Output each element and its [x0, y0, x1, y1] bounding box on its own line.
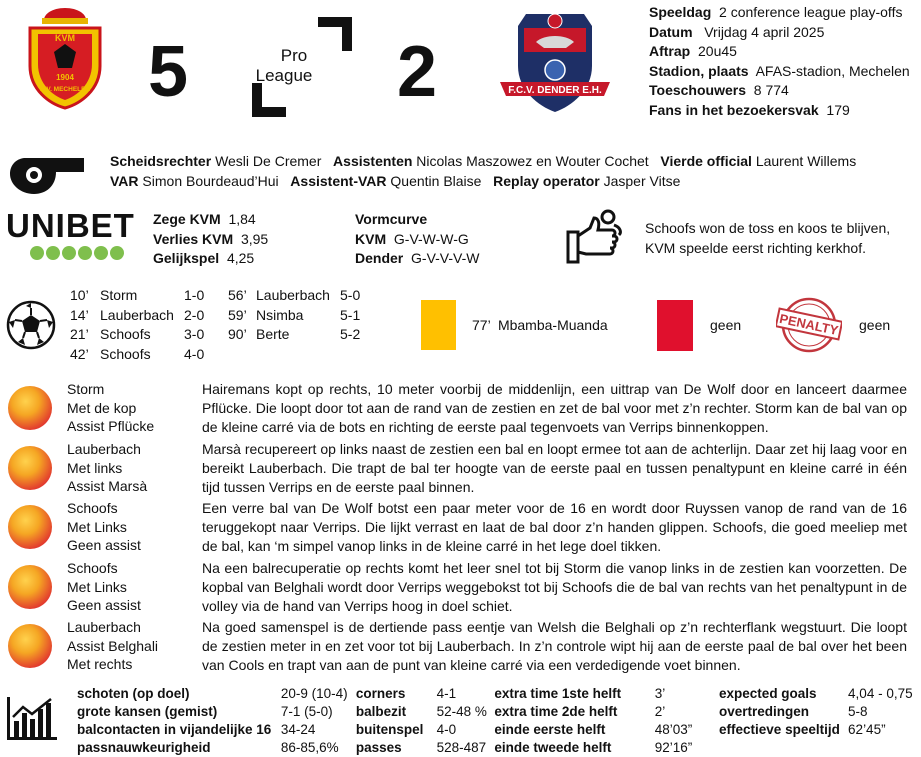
- stat-label: corners: [355, 686, 406, 701]
- penalty-text: geen: [859, 317, 891, 333]
- stat-label: schoten (op doel): [77, 686, 190, 701]
- info-row: Stadion, plaats AFAS-stadion, Mechelen: [649, 62, 910, 79]
- svg-text:Pro: Pro: [280, 46, 308, 65]
- goal-detail-row: Lauberbach Met links Assist Marsà Marsà recupereert op links naast de zestien een bal en loopt ermee tot aan de achterlijn. Daar zet hij laag voor en bereikt Lauberbach. Die trapt de bal ter hoogte van de eerste paal en tussen penaltypunt en kleine carré in één tijd tussen Verrips en de eerste paal binnen.: [0, 440, 921, 500]
- stat-value: 62’45”: [848, 722, 886, 737]
- home-score: 5: [148, 32, 189, 112]
- stat-value: 3’: [654, 686, 666, 701]
- svg-text:KVM: KVM: [55, 33, 75, 43]
- coin-toss-icon: [564, 208, 626, 266]
- stat-value: 5-8: [848, 704, 868, 719]
- kvm-ball-icon: [8, 565, 52, 609]
- stat-value: 4,04 - 0,75: [848, 686, 913, 701]
- kvm-ball-icon: [8, 624, 52, 668]
- stats-row: [77, 685, 921, 703]
- stat-value: 92’16”: [654, 740, 693, 755]
- kvm-crest: [22, 6, 108, 110]
- stat-label: extra time 2de helft: [494, 704, 618, 719]
- stats-row: [77, 721, 921, 739]
- stat-value: 52-48 %: [436, 704, 487, 719]
- goal-detail-row: Storm Met de kop Assist Pflücke Hairemans kopt op rechts, 10 meter voorbij de middenlijn, een uittrap van De Wolf door en lanceert daarmee Pflücke. Die loopt door tot aan de rand van de zestien en zet de bal voor met z’n rechter. Storm kan de bal van op de kleine carré via de bots en richting de eerste paal tegenvoets van Verrips binnenkoppen.: [0, 380, 921, 440]
- stat-value: 7-1 (5-0): [280, 704, 333, 719]
- stat-value: [848, 739, 921, 757]
- stat-label: passes: [355, 740, 402, 755]
- stat-label: grote kansen (gemist): [77, 704, 218, 719]
- stat-label: extra time 1ste helft: [494, 686, 622, 701]
- stat-label: passnauwkeurigheid: [77, 740, 211, 755]
- list-item: 59’ Nsimba 5-1: [228, 306, 361, 323]
- stat-label: buitenspel: [355, 722, 424, 737]
- stat-label: expected goals: [719, 686, 817, 701]
- info-row: Toeschouwers 8 774: [649, 82, 789, 98]
- stats-chart-icon: [7, 697, 57, 741]
- dender-crest: [500, 8, 610, 116]
- football-icon: [6, 300, 56, 350]
- kvm-ball-icon: [8, 386, 52, 430]
- stat-value: 4-1: [436, 686, 457, 701]
- whistle-icon: [6, 150, 86, 196]
- unibet-logo: UNIBET: [6, 208, 136, 264]
- svg-text:K.V. MECHELEN: K.V. MECHELEN: [39, 86, 91, 93]
- odds: Zege KVM 1,84 Verlies KVM 3,95 Gelijkspel 4,25: [153, 211, 269, 266]
- info-row: Fans in het bezoekersvak 179: [649, 101, 850, 118]
- stats-row: [77, 739, 921, 757]
- stat-label: [719, 739, 848, 757]
- stat-value: 2’: [654, 704, 666, 719]
- stat-value: 86-85,6%: [280, 740, 339, 755]
- list-item: 42’ Schoofs 4-0: [70, 345, 205, 362]
- svg-text:League: League: [255, 66, 313, 85]
- stat-label: overtredingen: [719, 704, 810, 719]
- svg-text:1904: 1904: [56, 73, 74, 82]
- stat-label: effectieve speeltijd: [719, 722, 840, 737]
- list-item: 14’ Lauberbach 2-0: [70, 306, 205, 323]
- officials: Scheidsrechter Wesli De Cremer Assistenten Nicolas Maszowez en Wouter Cochet Vierde official Laurent Willems VAR Simon Bourdeaud’Hui Assistent-VAR Quentin Blaise Replay operator Jasper Vitse: [110, 153, 857, 189]
- kvm-ball-icon: [8, 446, 52, 490]
- red-card-text: geen: [710, 317, 742, 333]
- stat-value: 48’03”: [654, 722, 693, 737]
- goals-list-right: [228, 286, 360, 345]
- stat-label: balcontacten in vijandelijke 16: [77, 722, 272, 737]
- svg-text:PENALTY: PENALTY: [778, 310, 840, 339]
- stats-row: [77, 703, 921, 721]
- stat-label: einde tweede helft: [494, 740, 612, 755]
- yellow-card-icon: [421, 300, 456, 350]
- match-info: [649, 3, 910, 120]
- info-row: Aftrap 20u45: [649, 43, 737, 59]
- stat-value: 4-0: [436, 722, 457, 737]
- list-item: 56’ Lauberbach 5-0: [228, 287, 361, 303]
- list-item: 90’ Berte 5-2: [228, 326, 361, 342]
- stat-label: balbezit: [355, 704, 407, 719]
- list-item: 21’ Schoofs 3-0: [70, 326, 205, 342]
- yellow-card-text: 77’ Mbamba-Muanda: [472, 317, 608, 333]
- info-row: Speeldag 2 conference league play-offs: [649, 4, 903, 20]
- stat-value: 34-24: [280, 722, 316, 737]
- form-curve: Vormcurve KVM G-V-W-W-G Dender G-V-V-V-W: [355, 211, 480, 266]
- list-item: 10’ Storm 1-0: [70, 287, 205, 303]
- stat-label: einde eerste helft: [494, 722, 606, 737]
- goal-detail-row: Schoofs Met Links Geen assist Een verre bal van De Wolf botst een paar meter voor de 16 en wordt door Ruyssen vanop de rand van de 16 teruggekopt naar Verrips. Die lijkt verrast en laat de bal door z’n handen glippen. Schoofs, die goed meeliep met de bal, kan ‘m simpel vanop links in de kleine carré in het lege doel tikken.: [0, 499, 921, 559]
- pro-league-logo: [252, 17, 352, 117]
- stat-value: 528-487: [436, 740, 487, 755]
- away-score: 2: [397, 32, 438, 112]
- svg-text:F.C.V. DENDER E.H.: F.C.V. DENDER E.H.: [508, 85, 602, 96]
- penalty-stamp-icon: [776, 296, 842, 354]
- stats-table: [77, 685, 921, 757]
- stat-value: 20-9 (10-4): [280, 686, 348, 701]
- goal-detail-row: Schoofs Met Links Geen assist Na een balrecuperatie op rechts komt het leer snel tot bij Storm die vanop links in de zestien kan voorzetten. De kopbal van Belghali wordt door Verrips weggebokst tot bij Schoofs die de bal van rechts van het penaltypunt in de volley via de hand van Verrips hoog in doel schiet.: [0, 559, 921, 619]
- toss-text: Schoofs won de toss en koos te blijven, KVM speelde eerst richting kerkhof.: [645, 220, 891, 256]
- goals-list-left: [70, 286, 204, 364]
- info-row: Datum Vrijdag 4 april 2025: [649, 23, 825, 40]
- goal-detail-row: Lauberbach Assist Belghali Met rechts Na goed samenspel is de dertiende pass eentje van Welsh die Belghali op z’n rechterflank wegstuurt. Die loopt de zestien meter in en zet voor tot bij Lauberbach. In z’n controle wipt hij aan de eerste paal de bal over het been van Cools en trapt van aan de punt van kleine carré via een verdedigende voet binnen.: [0, 618, 921, 678]
- red-card-icon: [657, 300, 693, 351]
- kvm-ball-icon: [8, 505, 52, 549]
